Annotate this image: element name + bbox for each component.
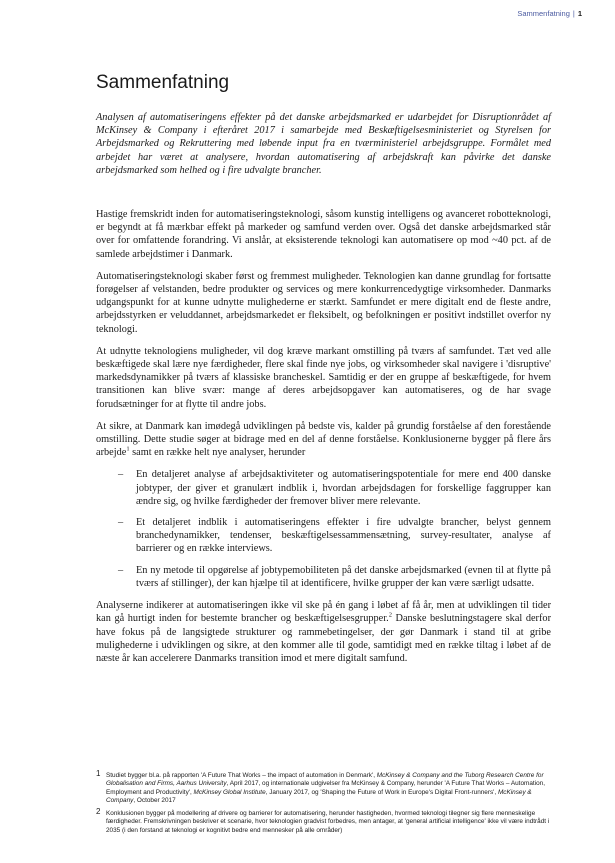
footnote-1 bbox=[96, 769, 551, 805]
running-title: Sammenfatning bbox=[517, 9, 570, 18]
intro-paragraph: Analysen af automatiseringens effekter på det danske arbejdsmarked er udarbejdet for Disruptionrådet af McKinsey & Company i efteråret 2017 i samarbejde med Beskæftigelsesministeriet og Styrelsen for Arbejdsmarked og Rekruttering med løbende input fra en tværministeriel arbejdsgruppe. Formålet med arbejdet har været at analysere, hvordan automatisering af arbejdskraft kan påvirke det danske arbejdsmarked som helhed og i fire udvalgte brancher. bbox=[96, 112, 551, 176]
body-paragraph bbox=[96, 599, 551, 665]
paragraph-text: At sikre, at Danmark kan imødegå udviklingen på bedste vis, kalder på grundig forståelse af den forestående omstilling. Dette studie søger at bidrage med en del af denne forståelse. Konklusionerne bygger på flere års arbejde bbox=[96, 420, 551, 459]
list-item bbox=[118, 564, 551, 590]
footnote-part: Studiet bygger bl.a. på rapporten 'A Future That Works – the impact of automation in Denmark', bbox=[106, 772, 377, 779]
footnote-part: McKinsey & Company bbox=[106, 788, 532, 804]
list-item bbox=[118, 468, 551, 508]
header-separator: | bbox=[572, 9, 575, 18]
footnote-ref-1[interactable]: 1 bbox=[126, 445, 130, 453]
footnotes bbox=[96, 769, 551, 840]
page-number: 1 bbox=[577, 9, 582, 18]
dash-bullet: – bbox=[118, 564, 124, 576]
list-item bbox=[118, 516, 551, 556]
body-paragraph: Automatiseringsteknologi skaber først og fremmest muligheder. Teknologien kan danne grundlag for fortsatte forøgelser af velstanden, bedre produkter og services og mere konkurrencedygtige virksomheder. Danmarks udgangspunkt for at kunne udnytte mulighederne er stærkt. Samfundet er mere digitalt end de fleste andre, arbejdsstyrken er veluddannet, arbejdsmarkedet er fleksibelt, og befolkningen er positivt indstillet overfor ny teknologi. bbox=[96, 270, 551, 335]
footnote-part: , October 2017 bbox=[133, 796, 176, 804]
footnote-part: McKinsey Global Institute bbox=[193, 788, 266, 796]
body-paragraph: Hastige fremskridt inden for automatiseringsteknologi, såsom kunstig intelligens og avanceret robotteknologi, er begyndt at få mærkbar effekt på markeder og samfund verden over. Også det danske arbejdsmarked står over for omfattende forandring. Vi anslår, at eksisterende teknologi kan automatisere op mod ~40 pct. af de samlede arbejdstimer i Danmark. bbox=[96, 209, 551, 260]
footnote-part: Konklusionen bygger på modellering af drivere og barrierer for automatisering, herunder hastigheden, hvormed teknologi tilegner sig flere menneskelige færdigheder. Fremskrivningen beskriver et scenarie, hvor teknologien gradvist forbedres, men antager, at 'general artificial intelligence' ikke vil være indtrådt i 2035 (i den forstand at teknologi er kognitivt bedre end mennesker på alle områder) bbox=[106, 810, 550, 834]
paragraph-text: Danske beslutningstagere skal derfor have fokus på de langsigtede strukturer og rammebetingelser, der gør Danmark i stand til at gribe mulighederne i udviklingen og sikre, at den kommer alle til gode, samtidigt med en række tiltag i løbet af de næste år kan accelerere Danmarks transition imod et mere digitalt samfund. bbox=[96, 613, 551, 664]
list-item-text: Et detaljeret indblik i automatiseringens effekter i fire udvalgte brancher, belyst gennem branchedynamikker, tendenser, beskæftigelsessammensætning, survey-resultater, analyse af barrierer og en række interviews. bbox=[136, 517, 551, 555]
footnote-number: 2 bbox=[96, 807, 101, 817]
bullet-list bbox=[96, 468, 551, 590]
running-header bbox=[517, 9, 582, 18]
footnote-ref-2[interactable]: 2 bbox=[388, 611, 392, 619]
paragraph-text: Analyserne indikerer at automatiseringen ikke vil ske på én gang i løbet af få år, men at udviklingen til tider kan gå hurtigt inden for bestemte brancher og beskæftigelsesgrupper. bbox=[96, 600, 551, 625]
footnote-2 bbox=[96, 807, 551, 835]
footnote-part: , April 2017, og internationale udgivelser fra McKinsey & Company, herunder 'A Future That Works – Automation, Employment and Productivity', bbox=[106, 780, 545, 796]
page-title: Sammenfatning bbox=[96, 72, 230, 93]
body-paragraph: At udnytte teknologiens muligheder, vil dog kræve markant omstilling på tværs af samfundet. Tæt ved alle beskæftigede skal lære nye færdigheder, flere skal finde nye jobs, og virksomheder skal navigere i 'disruptive' markedsdynamikker på tværs af klassiske brancheskel. Samtidig er der en gruppe af beskæftigede, for hvem transitionen kan blive svær: mange af deres arbejdsopgaver kan automatiseres, og de har svage forudsætninger for at flytte til andre jobs. bbox=[96, 345, 551, 410]
dash-bullet: – bbox=[118, 469, 124, 481]
footnote-part: McKinsey & Company and the Tuborg Research Centre for Globalisation and Firms, Aarhus University bbox=[106, 772, 544, 788]
footnote-number: 1 bbox=[96, 769, 101, 778]
dash-bullet: – bbox=[118, 517, 124, 529]
footnote-part: , January 2017, og 'Shaping the Future of Work in Europe's Digital Front-runners', bbox=[265, 788, 498, 796]
main-content bbox=[96, 111, 551, 674]
list-item-text: En ny metode til opgørelse af jobtypemobiliteten på det danske arbejdsmarked (evnen til at flytte på tværs af stillinger), der kan hjælpe til at identificere, hvilke grupper der kan være særligt udsatte. bbox=[136, 564, 551, 589]
body-paragraph bbox=[96, 420, 551, 460]
paragraph-text: samt en række helt nye analyser, herunder bbox=[129, 447, 306, 459]
list-item-text: En detaljeret analyse af arbejdsaktiviteter og automatiseringspotentiale for mere end 400 danske jobtyper, der giver et granulært indblik i, hvordan arbejdsdagen for forskellige faggrupper kan ændre sig, og hvilke færdigheder der fremover bliver mere relevante. bbox=[136, 469, 551, 507]
